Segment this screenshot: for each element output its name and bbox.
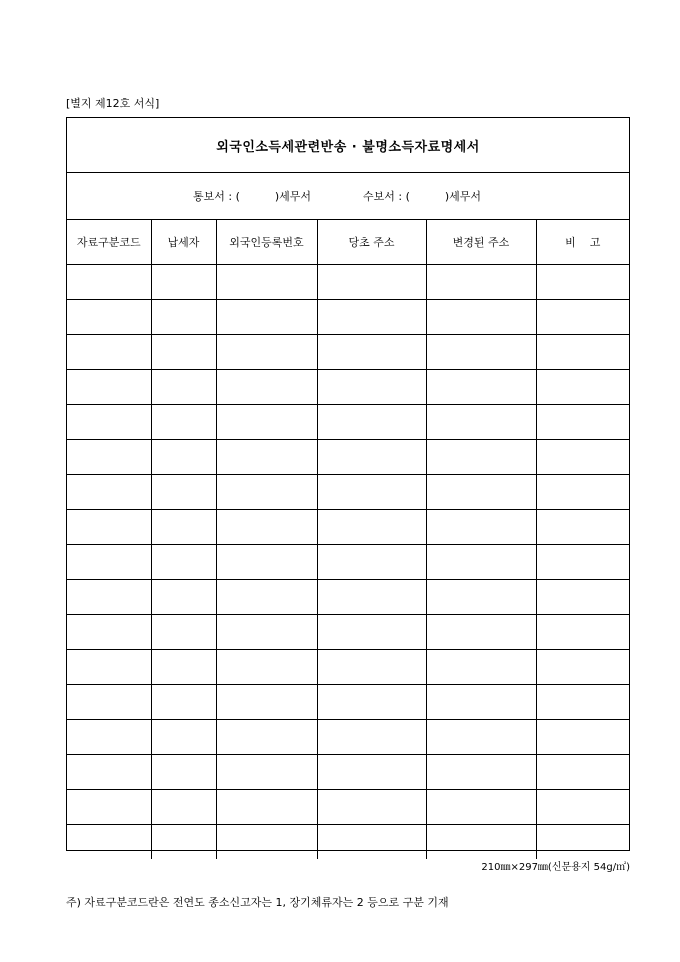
col-header-original-address: 당초 주소 bbox=[317, 219, 426, 265]
table-cell[interactable] bbox=[536, 370, 629, 405]
table-cell[interactable] bbox=[426, 545, 536, 580]
table-cell[interactable] bbox=[317, 300, 426, 335]
table-cell[interactable] bbox=[426, 300, 536, 335]
table-cell[interactable] bbox=[216, 720, 317, 755]
table-cell[interactable] bbox=[317, 685, 426, 720]
table-cell[interactable] bbox=[426, 720, 536, 755]
table-row bbox=[67, 475, 629, 510]
table-cell[interactable] bbox=[536, 580, 629, 615]
table-cell[interactable] bbox=[536, 545, 629, 580]
table-cell[interactable] bbox=[151, 510, 216, 545]
table-cell[interactable] bbox=[317, 790, 426, 825]
table-cell[interactable] bbox=[67, 685, 151, 720]
table-cell[interactable] bbox=[151, 790, 216, 825]
table-cell[interactable] bbox=[151, 720, 216, 755]
table-row bbox=[67, 755, 629, 790]
table-row bbox=[67, 405, 629, 440]
table-cell[interactable] bbox=[536, 335, 629, 370]
table-cell[interactable] bbox=[216, 440, 317, 475]
table-row bbox=[67, 825, 629, 860]
table-cell[interactable] bbox=[151, 650, 216, 685]
table-cell[interactable] bbox=[151, 685, 216, 720]
table-cell[interactable] bbox=[536, 755, 629, 790]
table-cell[interactable] bbox=[536, 650, 629, 685]
table-cell[interactable] bbox=[151, 580, 216, 615]
table-cell[interactable] bbox=[317, 615, 426, 650]
table-cell[interactable] bbox=[151, 475, 216, 510]
table-row bbox=[67, 300, 629, 335]
table-row bbox=[67, 545, 629, 580]
table-cell[interactable] bbox=[216, 300, 317, 335]
table-cell[interactable] bbox=[151, 545, 216, 580]
table-cell[interactable] bbox=[536, 405, 629, 440]
table-cell[interactable] bbox=[151, 335, 216, 370]
table-row bbox=[67, 440, 629, 475]
table-cell[interactable] bbox=[216, 615, 317, 650]
table-cell[interactable] bbox=[216, 405, 317, 440]
table-cell[interactable] bbox=[67, 335, 151, 370]
table-cell[interactable] bbox=[536, 510, 629, 545]
table-cell[interactable] bbox=[151, 825, 216, 860]
table-cell[interactable] bbox=[67, 405, 151, 440]
table-cell[interactable] bbox=[216, 265, 317, 300]
table-cell[interactable] bbox=[536, 300, 629, 335]
paper-size-note: 210㎜×297㎜(신문용지 54g/㎡) bbox=[481, 862, 630, 873]
tax-office-row bbox=[67, 172, 629, 220]
table-cell[interactable] bbox=[536, 790, 629, 825]
table-cell[interactable] bbox=[426, 475, 536, 510]
table-cell[interactable] bbox=[317, 510, 426, 545]
table-cell[interactable] bbox=[536, 265, 629, 300]
table-cell[interactable] bbox=[317, 580, 426, 615]
table-cell[interactable] bbox=[67, 440, 151, 475]
table-row bbox=[67, 720, 629, 755]
table-cell[interactable] bbox=[317, 650, 426, 685]
table-cell[interactable] bbox=[67, 545, 151, 580]
table-cell[interactable] bbox=[151, 440, 216, 475]
table-cell[interactable] bbox=[67, 475, 151, 510]
table-row bbox=[67, 685, 629, 720]
table-cell[interactable] bbox=[151, 405, 216, 440]
table-cell[interactable] bbox=[536, 440, 629, 475]
table-cell[interactable] bbox=[426, 440, 536, 475]
table-cell[interactable] bbox=[426, 685, 536, 720]
table-cell[interactable] bbox=[426, 335, 536, 370]
table-cell[interactable] bbox=[216, 475, 317, 510]
table-cell[interactable] bbox=[317, 335, 426, 370]
table-cell[interactable] bbox=[151, 370, 216, 405]
table-cell[interactable] bbox=[426, 790, 536, 825]
table-row bbox=[67, 790, 629, 825]
table-cell[interactable] bbox=[216, 510, 317, 545]
table-cell[interactable] bbox=[151, 615, 216, 650]
table-row bbox=[67, 510, 629, 545]
table-cell[interactable] bbox=[426, 405, 536, 440]
table-row bbox=[67, 335, 629, 370]
table-cell[interactable] bbox=[536, 825, 629, 860]
table-cell[interactable] bbox=[426, 755, 536, 790]
table-body bbox=[67, 265, 629, 860]
table-cell[interactable] bbox=[317, 755, 426, 790]
table-cell[interactable] bbox=[317, 475, 426, 510]
table-cell[interactable] bbox=[67, 650, 151, 685]
table-row bbox=[67, 650, 629, 685]
table-cell[interactable] bbox=[67, 720, 151, 755]
table-cell[interactable] bbox=[426, 615, 536, 650]
table-cell[interactable] bbox=[216, 825, 317, 860]
col-header-taxpayer: 납세자 bbox=[151, 219, 216, 265]
notifying-office-label: 통보서 : ( )세무서 bbox=[193, 190, 312, 203]
table-cell[interactable] bbox=[67, 615, 151, 650]
receiving-office-label: 수보서 : ( )세무서 bbox=[363, 190, 482, 203]
table-cell[interactable] bbox=[426, 825, 536, 860]
table-cell[interactable] bbox=[67, 510, 151, 545]
form-number-label: [별지 제12호 서식] bbox=[66, 97, 160, 110]
table-cell[interactable] bbox=[216, 755, 317, 790]
table-cell[interactable] bbox=[216, 650, 317, 685]
table-cell[interactable] bbox=[67, 755, 151, 790]
table-row bbox=[67, 615, 629, 650]
table-row bbox=[67, 370, 629, 405]
table-cell[interactable] bbox=[151, 265, 216, 300]
table-cell[interactable] bbox=[536, 685, 629, 720]
table-cell[interactable] bbox=[426, 580, 536, 615]
table-cell[interactable] bbox=[317, 545, 426, 580]
table-cell[interactable] bbox=[216, 790, 317, 825]
table-header-row bbox=[67, 219, 629, 265]
table-cell[interactable] bbox=[67, 265, 151, 300]
table-cell[interactable] bbox=[67, 300, 151, 335]
table-cell[interactable] bbox=[426, 265, 536, 300]
table-cell[interactable] bbox=[536, 615, 629, 650]
table-cell[interactable] bbox=[536, 475, 629, 510]
table-cell[interactable] bbox=[317, 720, 426, 755]
table-cell[interactable] bbox=[216, 545, 317, 580]
table-cell[interactable] bbox=[426, 370, 536, 405]
table-cell[interactable] bbox=[317, 265, 426, 300]
table-cell[interactable] bbox=[317, 825, 426, 860]
col-header-data-code: 자료구분코드 bbox=[67, 219, 151, 265]
table-cell[interactable] bbox=[216, 685, 317, 720]
table-cell[interactable] bbox=[426, 650, 536, 685]
col-header-changed-address: 변경된 주소 bbox=[426, 219, 536, 265]
statement-table bbox=[67, 219, 629, 859]
table-cell[interactable] bbox=[67, 825, 151, 860]
table-cell[interactable] bbox=[151, 300, 216, 335]
col-header-alien-registration-number: 외국인등록번호 bbox=[216, 219, 317, 265]
footnote: 주) 자료구분코드란은 전연도 종소신고자는 1, 장기체류자는 2 등으로 구분 기재 bbox=[66, 896, 449, 909]
table-cell[interactable] bbox=[216, 370, 317, 405]
table-cell[interactable] bbox=[67, 790, 151, 825]
table-cell[interactable] bbox=[151, 755, 216, 790]
table-row bbox=[67, 265, 629, 300]
form-frame bbox=[66, 117, 630, 851]
table-cell[interactable] bbox=[67, 370, 151, 405]
table-cell[interactable] bbox=[67, 580, 151, 615]
table-cell[interactable] bbox=[216, 335, 317, 370]
table-cell[interactable] bbox=[317, 405, 426, 440]
table-cell[interactable] bbox=[426, 510, 536, 545]
table-cell[interactable] bbox=[317, 370, 426, 405]
table-row bbox=[67, 580, 629, 615]
table-cell[interactable] bbox=[317, 440, 426, 475]
table-cell[interactable] bbox=[536, 720, 629, 755]
col-header-remarks: 비 고 bbox=[536, 219, 629, 265]
form-title: 외국인소득세관련반송 · 불명소득자료명세서 bbox=[67, 118, 629, 173]
table-cell[interactable] bbox=[216, 580, 317, 615]
